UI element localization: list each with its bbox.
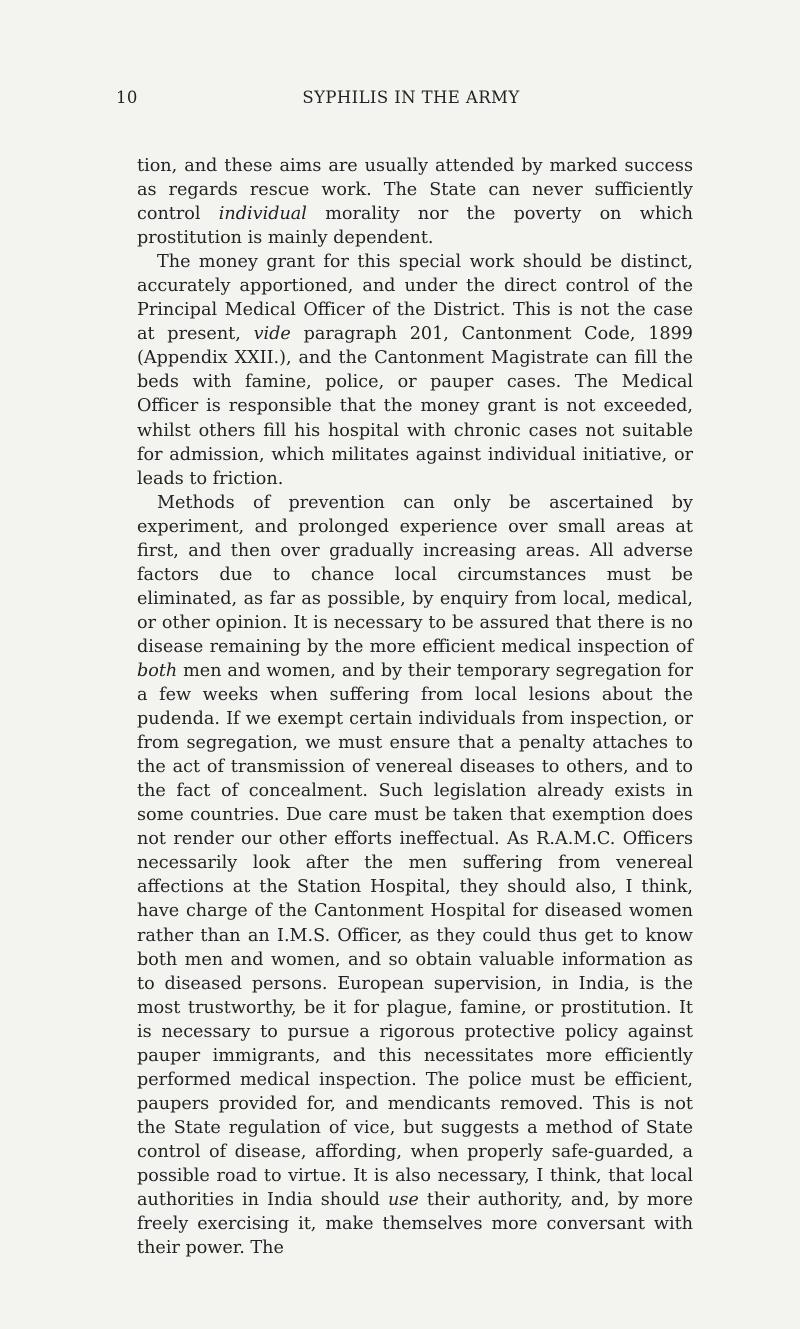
text-run: The money grant for this special work should be distinct, accurately apportioned, and under the direct control of the Principal Medical Officer of the District. This is not the case at present, <box>137 252 693 345</box>
text-run: morality nor the poverty on which prostitution is mainly dependent. <box>137 204 693 249</box>
text-run: men and women, and by their temporary segregation for a few weeks when suffering from local lesions about the pudenda. If we exempt certain individuals from inspection, or from segregation, we must ensure that a penalty attaches to the act of transmission of venereal diseases to others, and to the fact of concealment. Such legislation already exists in some countries. Due care must be taken that exemption does not render our other efforts ineffectual. As R.A.M.C. Officers necessarily look after the men suffering from venereal affections at the Station Hospital, they should also, I think, have charge of the Cantonment Hospital for diseased women rather than an I.M.S. Officer, as they could thus get to know both men and women, and so obtain valuable information as to diseased persons. European supervision, in India, is the most trustworthy, be it for plague, famine, or prostitution. It is necessary to pursue a rigorous protective policy against pauper immigrants, and this necessitates more efficiently performed medical inspection. The police must be efficient, paupers provided for, and mendicants removed. This is not the State regulation of vice, but suggests a method of State control of disease, affording, when properly safe-guarded, a possible road to virtue. It is also necessary, I think, that local authorities in India should <box>137 660 693 1211</box>
paragraph-2 <box>137 250 693 490</box>
text-run: their authority, and, by more freely exercising it, make themselves more conversant with their power. The <box>137 1190 693 1259</box>
paragraph-3 <box>137 491 693 1261</box>
running-title: SYPHILIS IN THE ARMY <box>302 88 520 107</box>
body-text <box>137 154 693 1260</box>
paragraph-1 <box>137 154 693 250</box>
italic-run: individual <box>218 204 307 225</box>
running-head <box>116 88 706 114</box>
italic-run: use <box>388 1190 419 1211</box>
italic-run: vide <box>253 324 291 345</box>
italic-run: both <box>137 660 178 681</box>
text-run: tion, and these aims are usually attended by marked success as regards rescue work. The State can never sufficiently control <box>137 156 693 225</box>
text-run: Methods of prevention can only be ascertained by experiment, and prolonged experience over small areas at first, and then over gradually increasing areas. All adverse factors due to chance local circumstances must be eliminated, as far as possible, by enquiry from local, medical, or other opinion. It is necessary to be assured that there is no disease remaining by the more efficient medical inspection of <box>137 492 693 657</box>
page-number: 10 <box>116 88 138 107</box>
text-run: paragraph 201, Cantonment Code, 1899 (Appendix XXII.), and the Cantonment Magistrate can fill the beds with famine, police, or pauper cases. The Medical Officer is responsible that the money grant is not exceeded, whilst others fill his hospital with chronic cases not suitable for admission, which militates against individual initiative, or leads to friction. <box>137 324 693 489</box>
